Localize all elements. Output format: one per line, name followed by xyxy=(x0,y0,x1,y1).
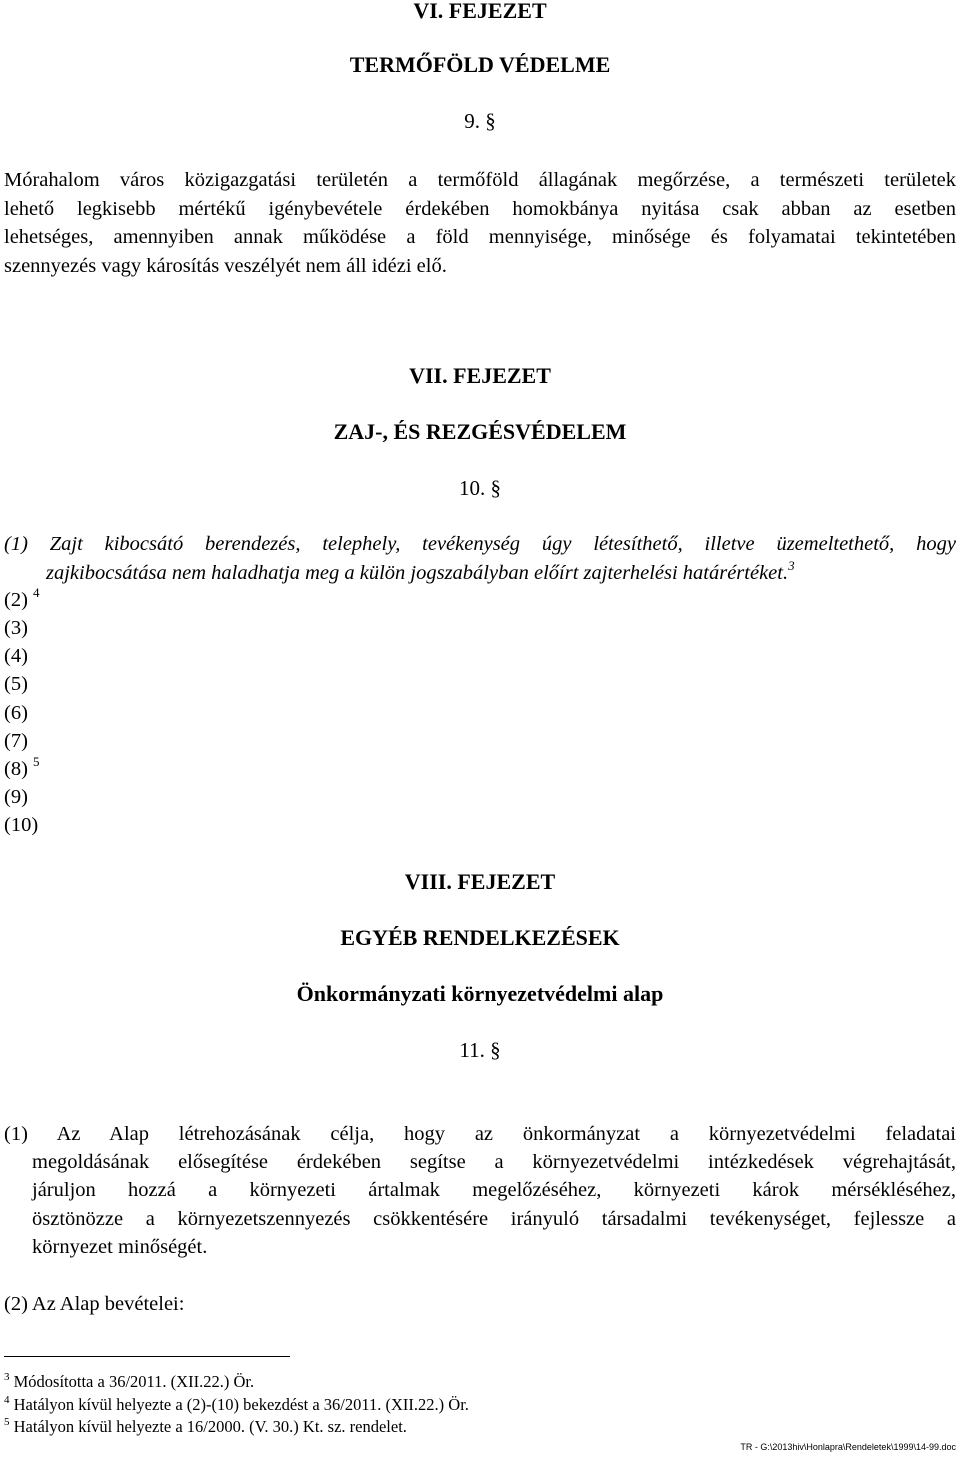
ch7-item-4: (4) xyxy=(4,645,28,667)
ch7-item-3: (3) xyxy=(4,617,28,639)
ch7-para1-line-2-text: zajkibocsátása nem haladhatja meg a külön jogszabályban előírt zajterhelési határértéket. xyxy=(46,562,789,584)
ch7-item-2 xyxy=(4,585,40,611)
chapter-8-subtitle: EGYÉB RENDELKEZÉSEK xyxy=(340,925,620,950)
ch7-para1-line-1: (1) Zajt kibocsátó berendezés, telephely, tevékenység úgy létesíthető, illetve üzemeltethető, hogy xyxy=(4,533,956,555)
alap-subheading: Önkormányzati környezetvédelmi alap xyxy=(296,981,664,1006)
ch7-item-5: (5) xyxy=(4,673,28,695)
ch7-item-7: (7) xyxy=(4,730,28,752)
ch7-item-label: (8) xyxy=(4,758,28,780)
footnote-number: 4 xyxy=(4,1394,10,1406)
footnote-number: 5 xyxy=(4,1416,10,1428)
footnote-ref-5[interactable]: 5 xyxy=(33,754,40,769)
section-10-heading: 10. § xyxy=(459,476,501,500)
ch6-paragraph-line-3: lehetséges, amennyiben annak működése a föld mennyisége, minősége és folyamatai tekintetében xyxy=(4,226,956,248)
footnote-ref-4[interactable]: 4 xyxy=(33,585,40,600)
footnote-number: 3 xyxy=(4,1371,10,1383)
file-path-footer: TR - G:\2013hiv\Honlapra\Rendeletek\1999\14-99.doc xyxy=(740,1442,956,1452)
ch8-para1-line-1: (1) Az Alap létrehozásának célja, hogy az önkormányzat a környezetvédelmi feladatai xyxy=(4,1123,956,1145)
chapter-8-title: VIII. FEJEZET xyxy=(404,869,556,894)
chapter-7-title: VII. FEJEZET xyxy=(409,363,551,388)
ch7-item-8 xyxy=(4,754,40,780)
footnote-text: Módosította a 36/2011. (XII.22.) Ör. xyxy=(13,1372,255,1391)
footnote-text: Hatályon kívül helyezte a 16/2000. (V. 30.) Kt. sz. rendelet. xyxy=(13,1417,407,1436)
ch6-paragraph-line-1: Mórahalom város közigazgatási területén a termőföld állagának megőrzése, a természeti területek xyxy=(4,169,956,191)
ch6-paragraph-line-2: lehető legkisebb mértékű igénybevétele érdekében homokbánya nyitása csak abban az esetben xyxy=(4,198,956,220)
section-9-heading: 9. § xyxy=(464,109,496,133)
ch7-item-label: (2) xyxy=(4,589,28,611)
chapter-7-subtitle: ZAJ-, ÉS REZGÉSVÉDELEM xyxy=(333,419,627,444)
footnote-text: Hatályon kívül helyezte a (2)-(10) bekezdést a 36/2011. (XII.22.) Ör. xyxy=(13,1395,469,1414)
ch8-para1-line-2: megoldásának elősegítése érdekében segítse a környezetvédelmi intézkedések végrehajtását, xyxy=(32,1151,956,1173)
chapter-6-subtitle: TERMŐFÖLD VÉDELME xyxy=(349,52,611,77)
footnote-ref-3[interactable]: 3 xyxy=(788,558,795,573)
ch8-para1-line-4: ösztönözze a környezetszennyezés csökkentésére irányuló társadalmi tevékenységet, fejlessze a xyxy=(32,1208,956,1230)
footnote-separator xyxy=(4,1356,290,1357)
ch7-item-10: (10) xyxy=(4,814,39,836)
section-11-heading: 11. § xyxy=(459,1038,501,1062)
ch7-item-6: (6) xyxy=(4,702,28,724)
ch8-para1-line-3: járuljon hozzá a környezeti ártalmak megelőzéséhez, környezeti károk mérsékléséhez, xyxy=(32,1179,956,1201)
footnote-4 xyxy=(4,1394,469,1414)
chapter-6-title: VI. FEJEZET xyxy=(413,0,547,23)
ch8-para2: (2) Az Alap bevételei: xyxy=(4,1293,185,1315)
ch7-para1-line-2 xyxy=(46,558,795,584)
footnote-5 xyxy=(4,1416,407,1436)
ch8-para1-line-5: környezet minőségét. xyxy=(32,1236,208,1258)
footnote-3 xyxy=(4,1371,255,1391)
ch6-paragraph-line-4: szennyezés vagy károsítás veszélyét nem áll idézi elő. xyxy=(4,255,447,277)
ch7-item-9: (9) xyxy=(4,786,28,808)
